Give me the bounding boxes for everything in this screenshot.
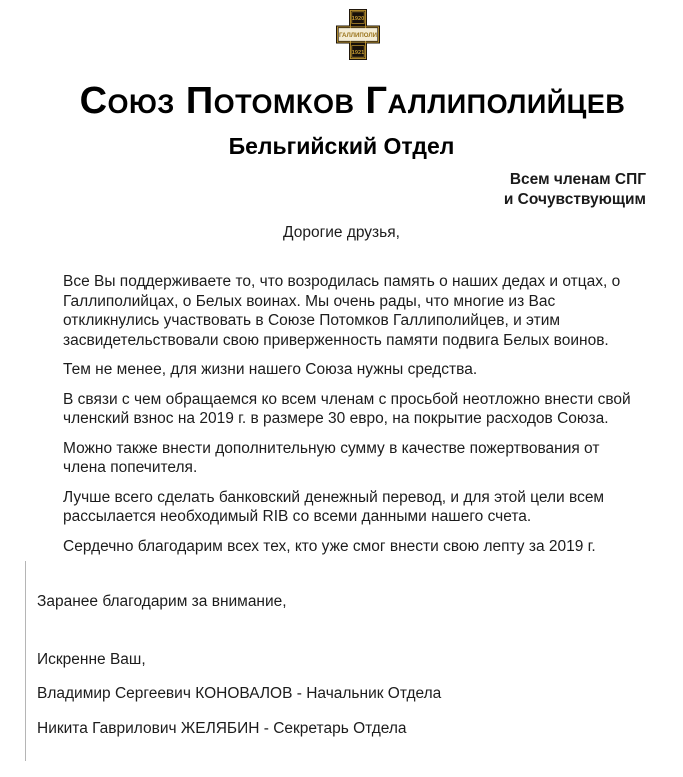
closing-valediction: Искренне Ваш, (37, 650, 146, 668)
emblem-year-top: 1920 (351, 16, 364, 23)
body-paragraph: Все Вы поддерживаете то, что возродилась память о наших дедах и отцах, о Галлиполийцах, о Белых воинах. Мы очень рады, что многие из Вас откликнулись участвовать в Союзе Потомков Галлиполийцев, и этим засвидетельствовали свою приверженность памяти подвига Белых воинов. (63, 273, 621, 349)
organization-subtitle: Бельгийский Отдел (228, 133, 455, 159)
organization-title: Союз Потомков Галлиполийцев (79, 80, 626, 122)
body-paragraph: Лучше всего сделать банковский денежный перевод, и для этой цели всем рассылается необходимый RIB со всеми данными нашего счета. (63, 488, 605, 525)
recipient-line-1: Всем членам СПГ (509, 171, 646, 188)
body-paragraph: Тем не менее, для жизни нашего Союза нужны средства. (63, 361, 478, 378)
body-paragraph: Можно также внести дополнительную сумму в качестве пожертвования от члена попечителя. (63, 439, 600, 476)
body-paragraph: Сердечно благодарим всех тех, кто уже смог внести свою лепту за 2019 г. (63, 537, 596, 555)
recipient-line-2: и Сочувствующим (503, 191, 646, 208)
left-margin-rule (25, 561, 26, 761)
letter-page (0, 8, 683, 777)
closing-thanks: Заранее благодарим за внимание, (37, 593, 287, 610)
emblem-label: ГАЛЛИПОЛИ (338, 31, 377, 39)
body-paragraph: В связи с чем обращаемся ко всем членам с просьбой неотложно внести свой членский взнос на 2019 г. в размере 30 евро, на покрытие расходов Союза. (63, 390, 631, 427)
letter-body (63, 272, 633, 556)
recipient-block (0, 170, 646, 210)
salutation: Дорогие друзья, (283, 224, 400, 241)
closing-block (37, 592, 683, 738)
signature-line: Владимир Сергеевич КОНОВАЛОВ - Начальник Отдела (37, 685, 442, 702)
emblem-year-bottom: 1921 (351, 50, 364, 56)
emblem-container (16, 8, 683, 66)
gallipoli-cross-icon (335, 8, 381, 61)
signature-line: Никита Гаврилович ЖЕЛЯБИН - Секретарь Отдела (37, 719, 407, 737)
